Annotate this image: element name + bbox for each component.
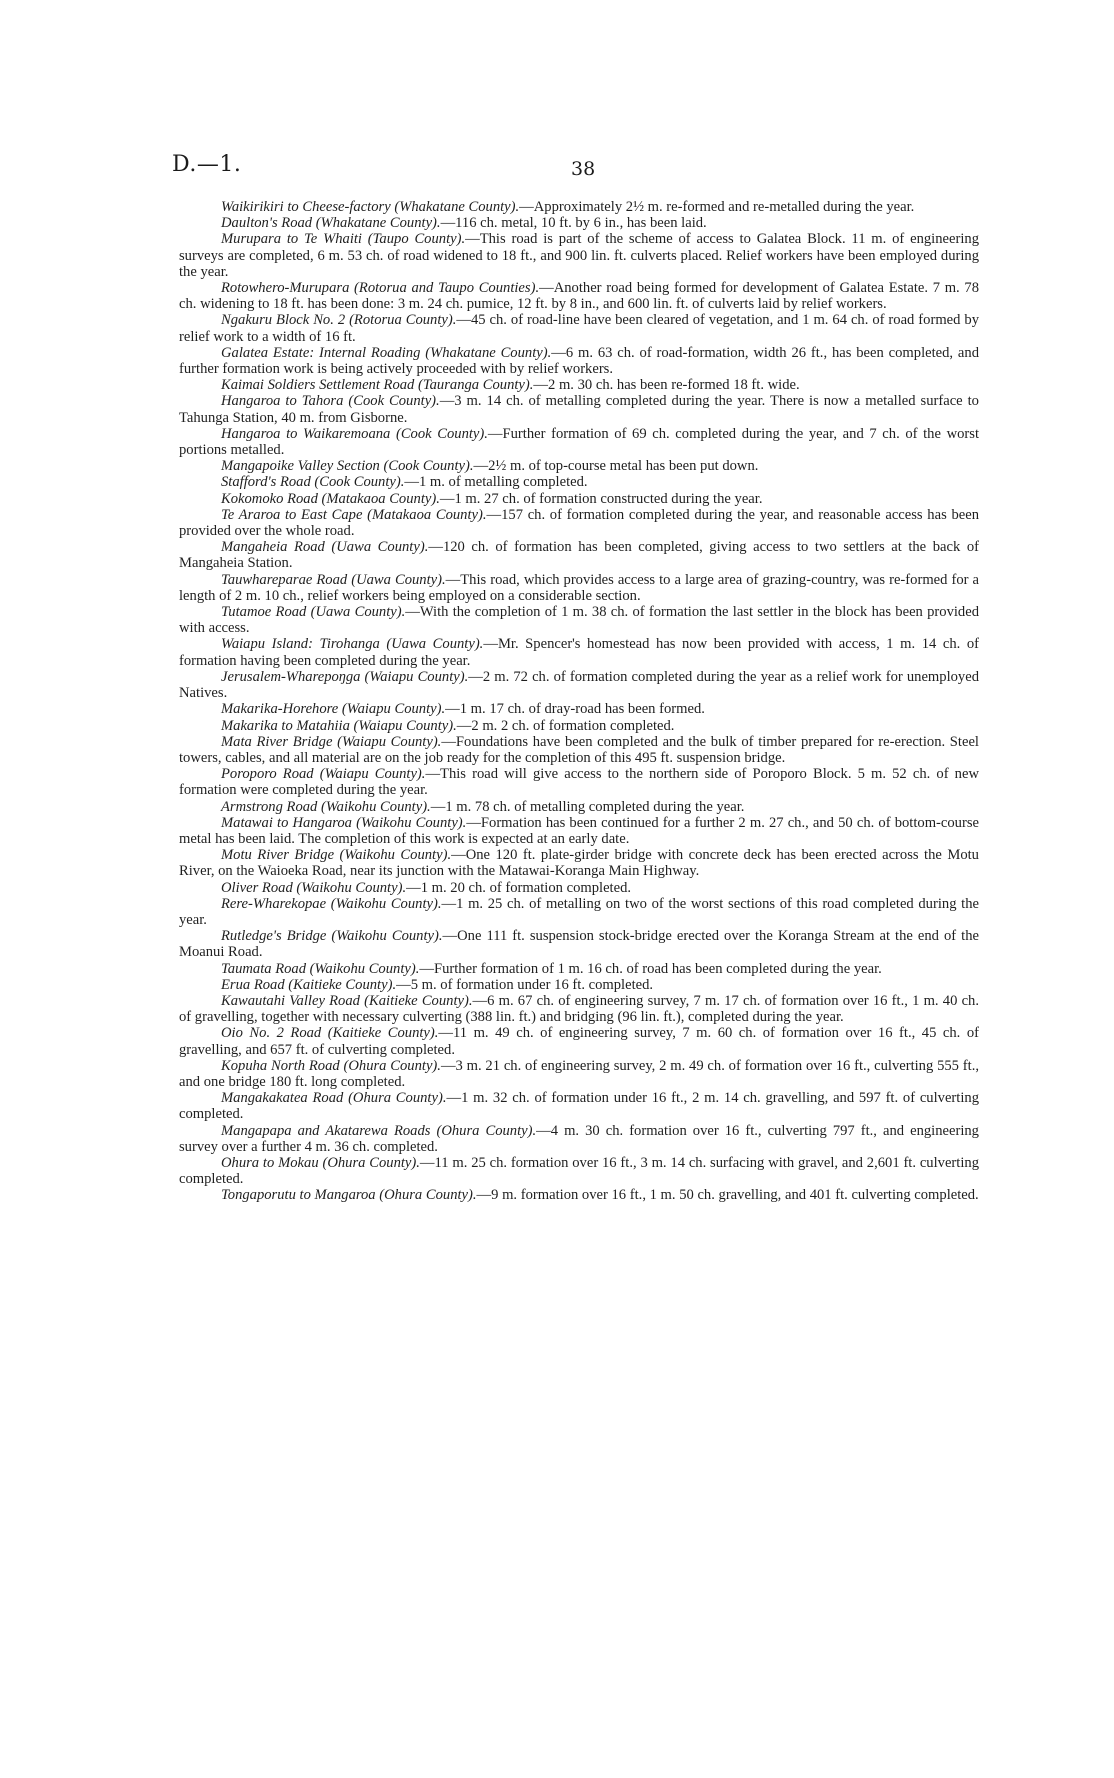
document-body (179, 199, 979, 1204)
road-entry (179, 572, 979, 604)
road-entry-title: Galatea Estate: Internal Roading (Whakatane County). (221, 344, 552, 361)
page-number: 38 (571, 158, 596, 180)
road-entry-title: Daulton's Road (Whakatane County). (221, 215, 441, 232)
road-entry-title: Jerusalem-Wharepoŋga (Waiapu County). (221, 668, 469, 685)
road-entry-text: —1 m. 17 ch. of dray-road has been formed. (445, 701, 705, 718)
road-entry-title: Murupara to Te Whaiti (Taupo County). (221, 231, 466, 248)
road-entry-title: Kaimai Soldiers Settlement Road (Tauranga County). (221, 377, 534, 394)
road-entry-title: Matawai to Hangaroa (Waikohu County). (221, 814, 467, 831)
road-entry-text: —3 m. 21 ch. of engineering survey, 2 m. 49 ch. of formation over 16 ft., culverting 555 ft., and one bridge 180 ft. long completed. (179, 1057, 979, 1090)
road-entry (179, 312, 979, 344)
road-entry-title: Stafford's Road (Cook County). (221, 474, 405, 491)
road-entry-title: Tauwhareparae Road (Uawa County). (221, 571, 446, 588)
road-entry-text: —2 m. 72 ch. of formation completed during the year as a relief work for unemployed Natives. (179, 668, 980, 702)
road-entry (179, 718, 979, 734)
road-entry-title: Ohura to Mokau (Ohura County). (221, 1154, 420, 1171)
road-entry (179, 701, 979, 717)
road-entry (179, 847, 979, 879)
road-entry-text: —2½ m. of top-course metal has been put down. (473, 458, 759, 475)
road-entry (179, 1187, 979, 1203)
road-entry-text: —120 ch. of formation has been completed, giving access to two settlers at the back of Mangaheia Station. (179, 539, 979, 572)
road-entry-title: Mangapapa and Akatarewa Roads (Ohura County). (221, 1122, 537, 1139)
road-entry-text: —Formation has been continued for a further 2 m. 27 ch., and 50 ch. of bottom-course metal has been laid. The completion of this work is expected at an early date. (179, 814, 979, 847)
road-entry-text: —This road will give access to the northern side of Poroporo Block. 5 m. 52 ch. of new formation were completed during the year. (179, 766, 979, 799)
road-entry-title: Motu River Bridge (Waikohu County). (221, 847, 452, 864)
road-entry-title: Erua Road (Kaitieke County). (221, 976, 397, 993)
road-entry (179, 766, 979, 798)
road-entry-title: Mata River Bridge (Waiapu County). (221, 733, 442, 750)
road-entry (179, 669, 979, 701)
road-entry (179, 1155, 979, 1187)
road-entry (179, 815, 979, 847)
road-entry-text: —4 m. 30 ch. formation over 16 ft., culverting 797 ft., and engineering survey over a further 4 m. 36 ch. completed. (179, 1122, 979, 1155)
road-entry-title: Taumata Road (Waikohu County). (221, 960, 420, 977)
road-entry-title: Waikirikiri to Cheese-factory (Whakatane County). (221, 199, 520, 215)
road-entry (179, 426, 979, 458)
road-entry-text: —9 m. formation over 16 ft., 1 m. 50 ch. gravelling, and 401 ft. culverting completed. (476, 1187, 979, 1204)
road-entry (179, 215, 979, 231)
road-entry (179, 199, 979, 215)
road-entry-title: Rutledge's Bridge (Waikohu County). (221, 928, 443, 945)
road-entry (179, 231, 979, 280)
road-entry-text: —11 m. 49 ch. of engineering survey, 7 m. 60 ch. of formation over 16 ft., 45 ch. of gravelling, and 657 ft. of culverting completed. (179, 1025, 979, 1058)
road-entry-title: Mangaheia Road (Uawa County). (221, 539, 429, 556)
road-entry-text: —5 m. of formation under 16 ft. completed. (396, 976, 654, 993)
road-entry (179, 345, 979, 377)
road-entry-text: —6 m. 63 ch. of road-formation, width 26 ft., has been completed, and further formation work is being actively proceeded with by relief workers. (179, 344, 979, 378)
road-entry-text: —Another road being formed for development of Galatea Estate. 7 m. 78 ch. widening to 18 ft. has been done: 3 m. 24 ch. pumice, 12 ft. by 8 in., and 600 lin. ft. of culverts laid by relief workers. (179, 280, 979, 313)
road-entry-text: —1 m. 32 ch. of formation under 16 ft., 2 m. 14 ch. gravelling, and 597 ft. of culverting completed. (179, 1090, 979, 1123)
road-entry-text: —Further formation of 69 ch. completed during the year, and 7 ch. of the worst portions metalled. (179, 425, 979, 459)
road-entry-title: Mangapoike Valley Section (Cook County). (221, 458, 474, 475)
road-entry (179, 1025, 979, 1057)
road-entry-text: —1 m. 78 ch. of metalling completed during the year. (430, 798, 745, 815)
road-entry-text: —11 m. 25 ch. formation over 16 ft., 3 m. 14 ch. surfacing with gravel, and 2,601 ft. culverting completed. (179, 1154, 979, 1188)
report-reference: D.—1. (172, 152, 242, 177)
road-entry (179, 507, 979, 539)
road-entry (179, 636, 979, 668)
road-entry-text: —This road, which provides access to a large area of grazing-country, was re-formed for a length of 2 m. 10 ch., relief workers being employed on a considerable section. (179, 571, 979, 604)
road-entry (179, 977, 979, 993)
road-entry-text: —1 m. 27 ch. of formation constructed during the year. (439, 490, 763, 507)
road-entry-text: —157 ch. of formation completed during the year, and reasonable access has been provided over the whole road. (179, 506, 979, 540)
road-entry-title: Rere-Wharekopae (Waikohu County). (221, 895, 442, 912)
road-entry-title: Rotowhero-Murupara (Rotorua and Taupo Counties). (221, 280, 540, 297)
road-entry-title: Waiapu Island: Tirohanga (Uawa County). (221, 636, 484, 653)
road-entry (179, 491, 979, 507)
road-entry (179, 880, 979, 896)
road-entry-text: —With the completion of 1 m. 38 ch. of formation the last settler in the block has been provided with access. (179, 604, 979, 637)
road-entry-title: Armstrong Road (Waikohu County). (221, 798, 431, 815)
road-entry (179, 604, 979, 636)
road-entry (179, 474, 979, 490)
road-entry-title: Oio No. 2 Road (Kaitieke County). (221, 1025, 439, 1042)
road-entry-text: —1 m. of metalling completed. (404, 474, 588, 491)
road-entry-title: Kawautahi Valley Road (Kaitieke County). (221, 992, 473, 1009)
road-entry (179, 393, 979, 425)
road-entry-title: Hangaroa to Waikaremoana (Cook County). (221, 425, 488, 442)
road-entry (179, 799, 979, 815)
road-entry-text: —Approximately 2½ m. re-formed and re-metalled during the year. (519, 199, 915, 215)
road-entry-text: —1 m. 25 ch. of metalling on two of the worst sections of this road completed during the year. (179, 895, 979, 928)
road-entry-text: —Foundations have been completed and the bulk of timber prepared for re-erection. Steel towers, cables, and all material are on the job ready for the completion of this 495 ft. suspension bridge. (179, 733, 979, 766)
road-entry (179, 1090, 979, 1122)
road-entry-text: —2 m. 30 ch. has been re-formed 18 ft. wide. (533, 377, 800, 394)
road-entry-title: Kopuha North Road (Ohura County). (221, 1057, 441, 1074)
road-entry (179, 539, 979, 571)
road-entry-text: —116 ch. metal, 10 ft. by 6 in., has been laid. (440, 215, 707, 232)
road-entry-title: Makarika-Horehore (Waiapu County). (221, 701, 446, 718)
road-entry-text: —Mr. Spencer's homestead has now been provided with access, 1 m. 14 ch. of formation having been completed during the year. (179, 636, 979, 669)
road-entry-title: Makarika to Matahiia (Waiapu County). (221, 717, 457, 734)
road-entry (179, 993, 979, 1025)
road-entry-text: —One 111 ft. suspension stock-bridge erected over the Koranga Stream at the end of the Moanui Road. (179, 928, 979, 961)
road-entry-title: Mangakakatea Road (Ohura County). (221, 1090, 447, 1107)
road-entry (179, 1123, 979, 1155)
road-entry-text: —2 m. 2 ch. of formation completed. (456, 717, 675, 734)
road-entry-text: —6 m. 67 ch. of engineering survey, 7 m. 17 ch. of formation over 16 ft., 1 m. 40 ch. of gravelling, together with necessary culverting (388 lin. ft.) and bridging (96 lin. ft.), completed during the year. (179, 992, 979, 1026)
road-entry-title: Tongaporutu to Mangaroa (Ohura County). (221, 1187, 477, 1204)
road-entry-title: Te Araroa to East Cape (Matakaoa County). (221, 506, 487, 523)
road-entry-title: Poroporo Road (Waiapu County). (221, 766, 426, 783)
road-entry-title: Kokomoko Road (Matakaoa County). (221, 490, 440, 507)
road-entry (179, 1058, 979, 1090)
road-entry-text: —One 120 ft. plate-girder bridge with concrete deck has been erected across the Motu River, on the Waioeka Road, near its junction with the Matawai-Koranga Main Highway. (179, 847, 979, 880)
road-entry (179, 961, 979, 977)
road-entry-text: —45 ch. of road-line have been cleared of vegetation, and 1 m. 64 ch. of road formed by relief work to a width of 16 ft. (179, 312, 979, 345)
road-entry (179, 458, 979, 474)
road-entry-title: Ngakuru Block No. 2 (Rotorua County). (221, 312, 457, 329)
road-entry-title: Tutamoe Road (Uawa County). (221, 604, 406, 621)
road-entry (179, 377, 979, 393)
road-entry-text: —3 m. 14 ch. of metalling completed during the year. There is now a metalled surface to Tahunga Station, 40 m. from Gisborne. (179, 393, 979, 426)
road-entry-title: Hangaroa to Tahora (Cook County). (221, 393, 440, 410)
road-entry-title: Oliver Road (Waikohu County). (221, 879, 407, 896)
road-entry-text: —This road is part of the scheme of access to Galatea Block. 11 m. of engineering surveys are completed, 6 m. 53 ch. of road widened to 18 ft., and 900 lin. ft. culverts placed. Relief workers have been employed during the year. (179, 231, 979, 280)
road-entry (179, 734, 979, 766)
road-entry-text: —Further formation of 1 m. 16 ch. of road has been completed during the year. (419, 960, 882, 977)
road-entry-text: —1 m. 20 ch. of formation completed. (406, 879, 632, 896)
road-entry (179, 928, 979, 960)
road-entry (179, 280, 979, 312)
road-entry (179, 896, 979, 928)
